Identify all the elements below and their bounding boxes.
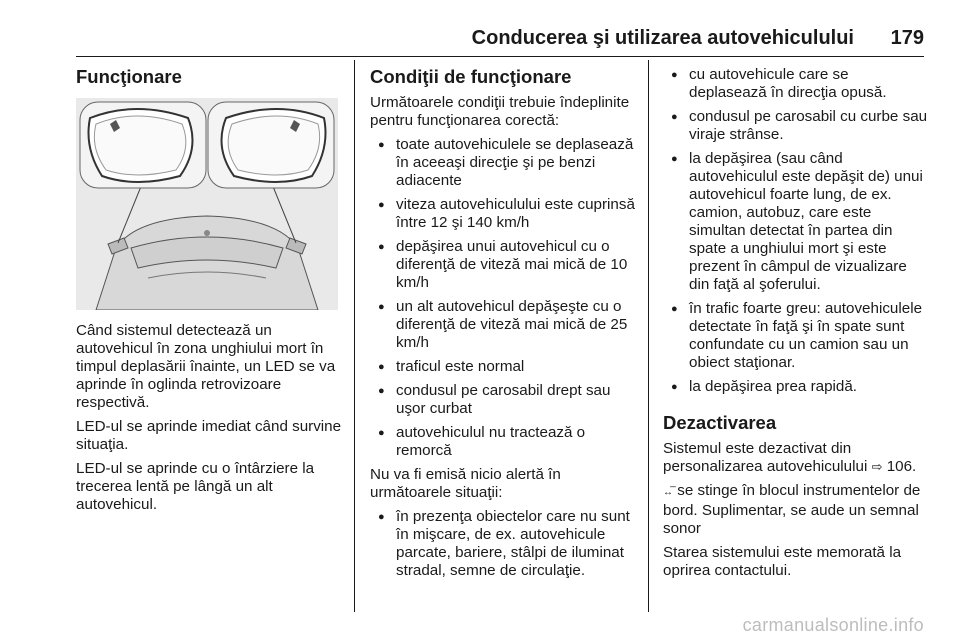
section-heading-functionare: Funcţionare <box>76 66 182 87</box>
page-header <box>76 0 924 57</box>
column-divider <box>648 60 649 612</box>
blind-spot-warning-icon: ↔̅ <box>663 487 673 498</box>
paragraph-text: se stinge în blocul instrumentelor de bord. Suplimentar, se aude un semnal sonor <box>663 482 921 537</box>
page-number: 179 <box>890 27 924 49</box>
no-alert-list <box>370 508 638 580</box>
list-item: ● condusul pe carosabil cu curbe sau viraje strânse. <box>663 108 929 144</box>
list-item: ● viteza autovehiculului este cuprinsă între 12 şi 140 km/h <box>370 196 638 232</box>
list-item: ● în trafic foarte greu: autovehiculele detectate în faţă şi în spate sunt confundate cu un camion sau un obiect staţionar. <box>663 300 929 372</box>
paragraph <box>663 482 929 538</box>
paragraph: Următoarele condiţii trebuie îndeplinite pentru funcţionarea corectă: <box>370 94 630 129</box>
column-divider <box>354 60 355 612</box>
paragraph: Nu va fi emisă nicio alertă în următoarele situaţii: <box>370 466 561 501</box>
list-item: ● autovehiculul nu tractează o remorcă <box>370 424 638 460</box>
list-item: ● la depăşirea prea rapidă. <box>663 378 929 396</box>
no-alert-list-continued <box>663 66 929 396</box>
paragraph: Starea sistemului este memorată la oprirea contactului. <box>663 544 902 579</box>
list-item: ● traficul este normal <box>370 358 638 376</box>
side-mirror-illustration <box>76 98 338 310</box>
list-item: ● depăşirea unui autovehicul cu o diferenţă de viteză mai mică de 10 km/h <box>370 238 638 292</box>
list-item: ● toate autovehiculele se deplasează în aceeaşi direcţie şi pe benzi adiacente <box>370 136 638 190</box>
list-item: ● cu autovehicule care se deplasează în direcţia opusă. <box>663 66 929 102</box>
section-heading-conditii: Condiţii de funcţionare <box>370 66 572 87</box>
paragraph-text: Sistemul este dezactivat din personalizarea autovehiculului <box>663 440 868 475</box>
list-item: ● condusul pe carosabil drept sau uşor curbat <box>370 382 638 418</box>
conditions-list <box>370 136 638 460</box>
page-reference[interactable]: 106. <box>882 458 917 475</box>
paragraph: Când sistemul detectează un autovehicul în zona unghiului mort în timpul deplasării înainte, un LED se va aprinde în oglinda retrovizoare respectivă. <box>76 322 336 411</box>
watermark: carmanualsonline.info <box>742 615 924 635</box>
list-item: ● în prezenţa obiectelor care nu sunt în mişcare, de ex. autovehicule parcate, bariere, stâlpi de iluminat stradal, semne de circulaţie. <box>370 508 638 580</box>
list-item: ● un alt autovehicul depăşeşte cu o diferenţă de viteză mai mică de 25 km/h <box>370 298 638 352</box>
paragraph: LED-ul se aprinde imediat când survine situaţia. <box>76 418 342 453</box>
column-middle <box>370 66 638 586</box>
column-right <box>663 66 929 586</box>
paragraph: LED-ul se aprinde cu o întârziere la trecerea lentă pe lângă un alt autovehicul. <box>76 460 315 513</box>
paragraph <box>663 440 929 476</box>
section-heading-dezactivarea: Dezactivarea <box>663 412 777 433</box>
header-title: Conducerea şi utilizarea autovehiculului <box>471 27 854 49</box>
list-item: ● la depăşirea (sau când autovehiculul este depăşit de) unui autovehicul foarte lung, de ex. camion, autobuz, care este simultan detectat în partea din spate a unghiului mort şi este prezent în câmpul de vizualizare din faţă al şoferului. <box>663 150 929 294</box>
column-left <box>76 66 342 520</box>
page-reference-arrow-icon: ⇨ <box>871 459 883 474</box>
